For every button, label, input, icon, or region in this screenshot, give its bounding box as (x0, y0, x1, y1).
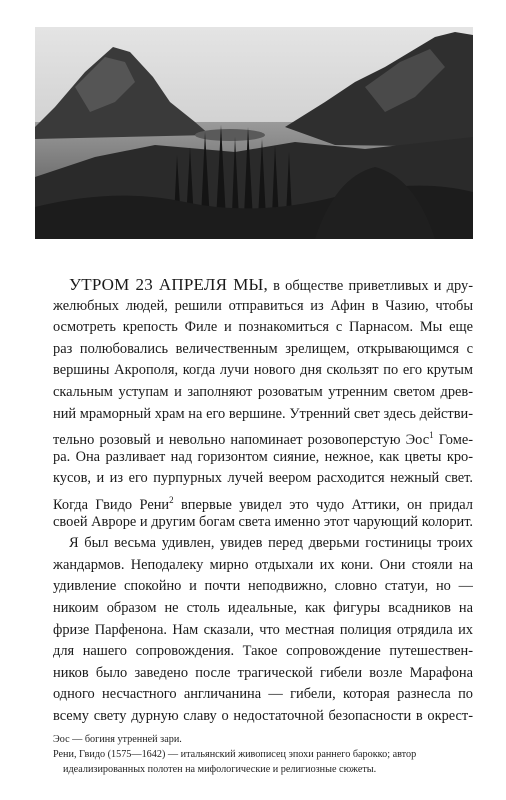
text-line: своей Авроре и другим богам света именно этот чарующий колорит. (53, 513, 473, 530)
body-text (53, 274, 473, 727)
text-line: фризе Парфенона. Нам сказали, что местная полиция отрядила их (53, 621, 473, 638)
footnote-1: Эос — богиня утренней зари. (53, 734, 182, 745)
footnote-2: Рени, Гвидо (1575—1642) — итальянский живописец эпохи раннего барокко; автор (53, 749, 417, 760)
text-line: одного несчастного англичанина — гибели, которая разнесла по (53, 686, 473, 703)
text-line: удивление спокойно и почти неподвижно, словно статуи, но — (53, 578, 473, 595)
text-line: ников было заведено после трагической гибели возле Марафона (53, 664, 473, 681)
text-line: никоим образом не столь идеальные, как фигуры всадников на (53, 599, 473, 616)
text-line: желюбных людей, решили отправиться из Афин в Чазию, чтобы (53, 297, 473, 314)
text-line: вершины Акрополя, когда лучи нового дня скользят по его крутым (53, 362, 473, 379)
landscape-photo (35, 27, 473, 239)
text-line: всему свету дурную славу о недостаточной безопасности в окрест- (53, 707, 473, 724)
text-line: Я был весьма удивлен, увидев перед дверьми гостиницы троих (69, 535, 473, 552)
text-line: раз полюбовались величественным зрелищем, открывающимся с (53, 340, 473, 357)
text-line: ра. Она разливает над горизонтом сияние, нежное, как цветы кро- (53, 448, 473, 465)
footnote-ref[interactable]: 2 (169, 494, 174, 505)
footnote-ref[interactable]: 1 (429, 430, 434, 441)
text-line: Когда Гвидо Рени$^2$ впервые увидел это чудо Аттики, он придал (53, 494, 473, 512)
footnote-2-cont: идеализированных полотен на мифологические и религиозные сюжеты. (63, 764, 377, 775)
footnotes (53, 732, 473, 777)
text-line: жандармов. Неподалеку мирно отдыхали их кони. Они стояли на (53, 556, 473, 573)
text-line: осмотреть крепость Филе и познакомиться с Парнасом. Мы еще (53, 319, 473, 336)
text-line: кусов, и из его пурпурных лучей веером расходится нежный свет. (53, 470, 473, 487)
text-line: УТРОМ 23 АПРЕЛЯ МЫ, в обществе приветливых и дру- (69, 275, 473, 294)
lead-caps: УТРОМ 23 АПРЕЛЯ МЫ, (69, 275, 268, 294)
text-line: тельно розовый и невольно напоминает розовоперстую Эос$^1$ Гоме- (53, 430, 473, 447)
text-line: скальным уступам и заполняют розоватым утренним светом древ- (53, 383, 473, 400)
text-line: ний мраморный храм на его вершине. Утренний свет здесь действи- (53, 405, 473, 422)
landscape-photo-icon (35, 27, 473, 239)
text-line: для нашего сопровождения. Такое сопровождение путешествен- (53, 643, 473, 660)
